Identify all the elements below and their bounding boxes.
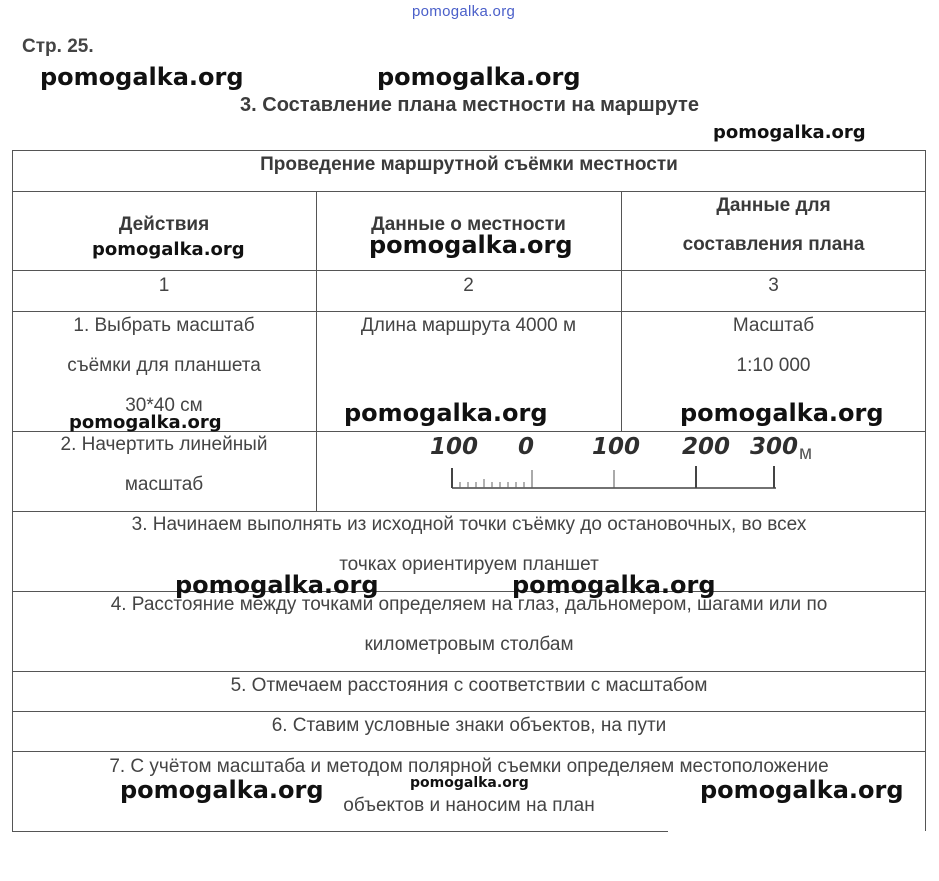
- column-number: 1: [158, 275, 170, 296]
- column-number: 2: [463, 275, 474, 296]
- header-plan-data-line1: Данные для: [716, 195, 831, 216]
- row4-line2: километровым столбам: [364, 634, 574, 655]
- scale-label: 200: [682, 434, 731, 460]
- watermark: pomogalka.org: [69, 412, 222, 433]
- row3-line2: точках ориентируем планшет: [339, 554, 599, 575]
- row3-line1: 3. Начинаем выполнять из исходной точки съёмку до остановочных, во всех: [131, 514, 807, 535]
- scale-label: 100: [592, 434, 641, 460]
- watermark: pomogalka.org: [713, 122, 866, 143]
- column-number: 3: [768, 275, 779, 296]
- scale-label: 300: [750, 434, 799, 460]
- header-plan-data-line2: составления плана: [682, 234, 865, 255]
- watermark: pomogalka.org: [410, 775, 529, 791]
- watermark: pomogalka.org: [344, 399, 548, 427]
- watermark: pomogalka.org: [512, 571, 716, 599]
- watermark: pomogalka.org: [369, 231, 573, 259]
- scale-label: 100: [430, 434, 479, 460]
- linear-scale-bar: [440, 460, 785, 494]
- header-terrain-data: Данные о местности: [371, 214, 566, 235]
- row7-line1: 7. С учётом масштаба и методом полярной съемки определяем местоположение: [109, 756, 829, 777]
- row7-line2: объектов и наносим на план: [343, 795, 595, 816]
- scale-label: 0: [518, 434, 535, 460]
- watermark: pomogalka.org: [92, 239, 245, 260]
- watermark: pomogalka.org: [680, 399, 884, 427]
- section-title: 3. Составление плана местности на маршруте: [240, 94, 699, 116]
- table-border: [12, 831, 668, 832]
- scale-unit: м: [799, 443, 813, 464]
- row1-plan-line1: Масштаб: [732, 315, 815, 336]
- row1-action-line2: съёмки для планшета: [67, 355, 261, 376]
- row5-text: 5. Отмечаем расстояния с соответствии с масштабом: [230, 675, 708, 696]
- table-title: Проведение маршрутной съёмки местности: [260, 154, 678, 175]
- watermark: pomogalka.org: [377, 63, 581, 91]
- row1-action-line1: 1. Выбрать масштаб: [73, 315, 255, 336]
- page-label: Стр. 25.: [22, 36, 94, 57]
- row2-action-line1: 2. Начертить линейный: [60, 434, 268, 455]
- watermark: pomogalka.org: [700, 776, 904, 804]
- row1-plan-line2: 1:10 000: [736, 355, 811, 376]
- row6-text: 6. Ставим условные знаки объектов, на пути: [271, 715, 667, 736]
- watermark: pomogalka.org: [175, 571, 379, 599]
- row1-action-line3: 30*40 см: [125, 395, 203, 416]
- watermark: pomogalka.org: [120, 776, 324, 804]
- watermark: pomogalka.org: [40, 63, 244, 91]
- row1-terrain: Длина маршрута 4000 м: [360, 315, 577, 336]
- watermark-top: pomogalka.org: [412, 3, 516, 20]
- row2-action-line2: масштаб: [124, 474, 204, 495]
- row4-line1: 4. Расстояние между точками определяем на глаз, дальномером, шагами или по: [110, 594, 828, 615]
- header-actions: Действия: [118, 214, 210, 235]
